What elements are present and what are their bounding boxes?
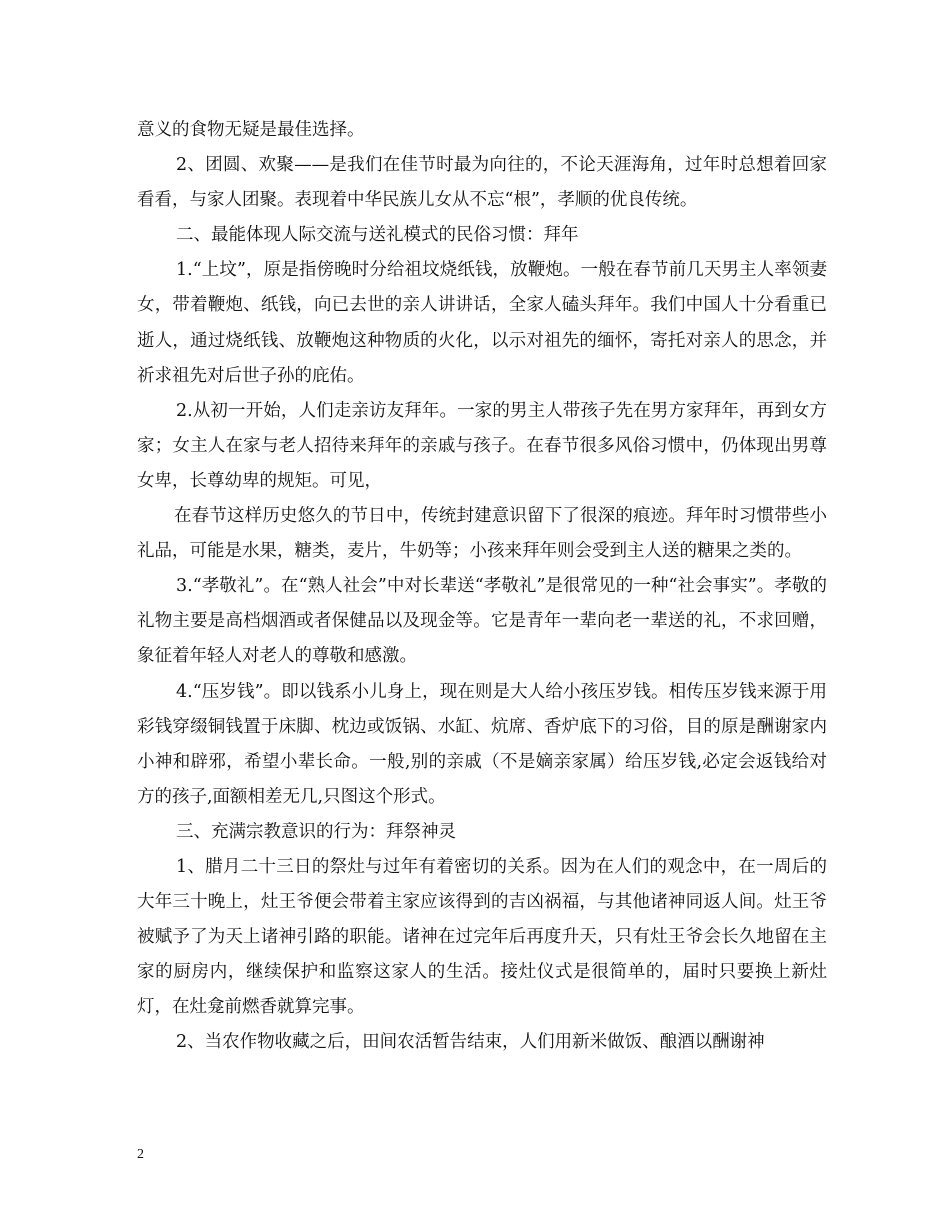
paragraph-visiting-relatives: 2.从初一开始，人们走亲访友拜年。一家的男主人带孩子先在男方家拜年，再到女方家；女主人在家与老人招待来拜年的亲戚与孩子。在春节很多风俗习惯中，仍体现出男尊女卑，长尊幼卑的规矩。可见， [137, 400, 827, 491]
paragraph-continuation: 意义的食物无疑是最佳选择。 [137, 120, 365, 140]
page-number: 2 [137, 1147, 144, 1162]
paragraph-tomb-visit: 1.“上坟”，原是指傍晚时分给祖坟烧纸钱，放鞭炮。一般在春节前几天男主人率领妻女，带着鞭炮、纸钱，向已去世的亲人讲讲话，全家人磕头拜年。我们中国人十分看重已逝人，通过烧纸钱、放鞭炮这种物质的火化，以示对祖先的缅怀，寄托对亲人的思念，并祈求祖先对后世子孙的庇佑。 [137, 260, 827, 386]
paragraph-feudal-traces: 在春节这样历史悠久的节日中，传统封建意识留下了很深的痕迹。拜年时习惯带些小礼品，可能是水果，糖类，麦片，牛奶等；小孩来拜年则会受到主人送的糖果之类的。 [137, 506, 827, 562]
paragraph-harvest: 2、当农作物收藏之后，田间农活暂告结束，人们用新米做饭、酿酒以酬谢神 [176, 1032, 765, 1053]
page-body [137, 113, 827, 1061]
paragraph-kitchen-god: 1、腊月二十三日的祭灶与过年有着密切的关系。因为在人们的观念中，在一周后的大年三十晚上，灶王爷便会带着主家应该得到的吉凶祸福，与其他诸神同返人间。灶王爷被赋予了为天上诸神引路的职能。诸神在过完年后再度升天，只有灶王爷会长久地留在主家的厨房内，继续保护和监察这家人的生活。接灶仪式是很简单的，届时只要换上新灶灯，在灶龛前燃香就算完事。 [137, 856, 827, 1018]
section-heading-worship: 三、充满宗教意识的行为：拜祭神灵 [176, 821, 456, 842]
section-heading-new-year-visits: 二、最能体现人际交流与送礼模式的民俗习惯：拜年 [176, 225, 579, 246]
paragraph-lucky-money: 4.“压岁钱”。即以钱系小儿身上，现在则是大人给小孩压岁钱。相传压岁钱来源于用彩钱穿缀铜钱置于床脚、枕边或饭锅、水缸、炕席、香炉底下的习俗，目的原是酬谢家内小神和辟邪，希望小辈长命。一般,别的亲戚（不是嫡亲家属）给压岁钱,必定会返钱给对方的孩子,面额相差无几,只图这个形式。 [137, 681, 827, 807]
paragraph-reunion: 2、团圆、欢聚——是我们在佳节时最为向往的，不论天涯海角，过年时总想着回家看看，与家人团聚。表现着中华民族儿女从不忘“根”，孝顺的优良传统。 [137, 155, 827, 211]
paragraph-filial-gift: 3.“孝敬礼”。在“熟人社会”中对长辈送“孝敬礼”是很常见的一种“社会事实”。孝敬的礼物主要是高档烟酒或者保健品以及现金等。它是青年一辈向老一辈送的礼，不求回赠，象征着年轻人对老人的尊敬和感激。 [137, 576, 827, 667]
